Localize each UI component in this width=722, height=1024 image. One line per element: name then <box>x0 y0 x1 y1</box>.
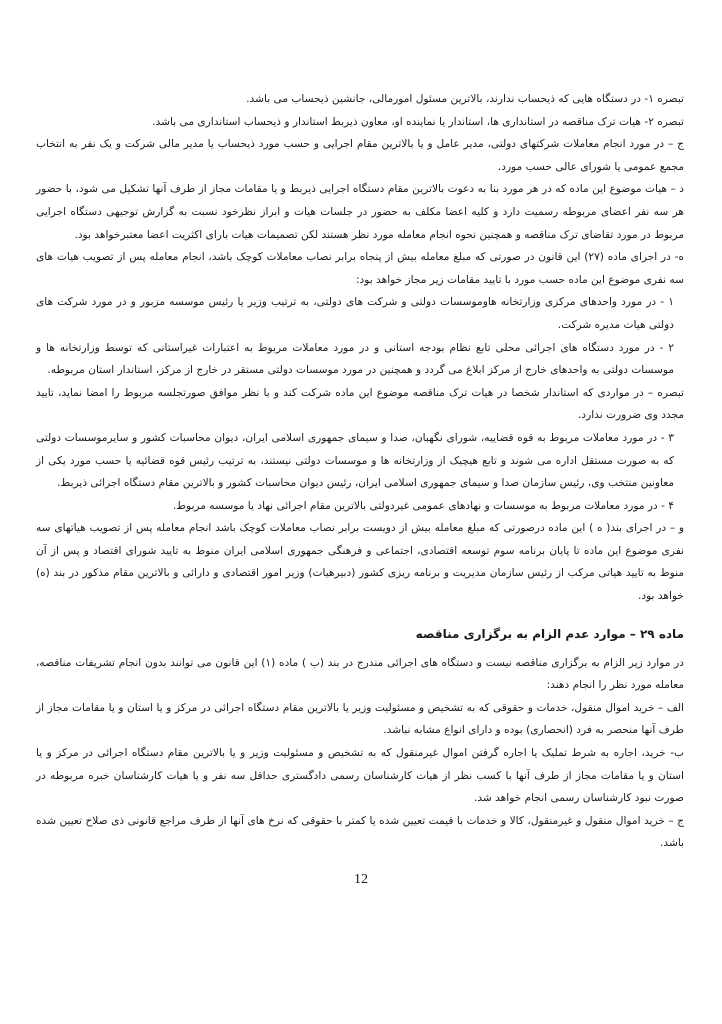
body-text <box>36 88 684 608</box>
clause-j: ج – در مورد انجام معاملات شرکتهای دولتی، مدیر عامل و یا بالاترین مقام اجرایی و حسب مورد ذیحساب یا مدیر مالی شرکت و یک نفر به انتخاب مجمع عمومی یا شورای عالی حسب مورد. <box>36 138 684 173</box>
article-29-heading: ماده ۲۹ – موارد عدم الزام به برگزاری مناقصه <box>415 626 684 641</box>
item-1: ۱ - در مورد واحدهای مرکزی وزارتخانه هاوموسسات دولتی و شرکت های دولتی، به ترتیب وزیر یا رئیس موسسه مزبور و در مورد شرکت های دولتی هیات مدیره شرکت. <box>36 296 674 331</box>
clause-alef: الف – خرید اموال منقول، خدمات و حقوقی که به تشخیص و مسئولیت وزیر یا بالاترین مقام دستگاه اجرائی در مرکز و یا استان و یا مقامات مجاز از طرف آنها منحصر به فرد (انحصاری) بوده و دارای انواع مشابه نباشد. <box>36 701 684 737</box>
article-29-body <box>36 652 684 855</box>
note-governor: تبصره – در مواردی که استاندار شخصا در هیات ترک مناقصه موضوع این ماده شرکت کند و با نظر موافق صورتجلسه مربوط را امضا نماید، تایید مجدد وی ضرورت ندارد. <box>36 386 684 422</box>
clause-be: ب- خرید، اجاره به شرط تملیک یا اجاره گرفتن اموال غیرمنقول که به تشخیص و مسئولیت وزیر و یا بالاترین مقام دستگاه اجرائی در مرکز و یا استان و یا مقامات مجاز از طرف آنها با کسب نظر از هیات کارشناسان رسمی دادگستری حداقل سه نفر و یا هیات کارشناسان خبره مربوطه در صورت نبود کارشناسان رسمی انجام خواهد شد. <box>36 747 684 805</box>
article-29-intro: در موارد زیر الزام به برگزاری مناقصه نیست و دستگاه های اجرائی مندرج در بند (ب ) ماده (۱) این قانون می توانند بدون انجام تشریفات مناقصه، معامله مورد نظر را انجام دهند: <box>36 656 684 692</box>
clause-d: د – هیات موضوع این ماده که در هر مورد بنا به دعوت بالاترین مقام دستگاه اجرایی ذیربط و یا مقامات مجاز از طرف آنها تشکیل می شود، با حضور هر سه نفر اعضای مربوطه رسمیت دارد و کلیه اعضا مکلف به حضور در جلسات هیات و ابراز نظرخود نسبت به گزارش توجیهی دستگاه اجرایی مربوط در مورد تقاضای ترک مناقصه و همچنین نحوه انجام معامله مورد نظر هستند لکن تصمیمات هیات بارای اکثریت اعضا معتبرخواهد بود. <box>36 183 684 241</box>
clause-jim: ج – خرید اموال منقول و غیرمنقول، کالا و خدمات با قیمت تعیین شده یا کمتر با حقوقی که نرخ های آنها از طرف مراجع قانونی ذی صلاح تعیین شده باشد. <box>36 814 684 850</box>
item-3: ۳ - در مورد معاملات مربوط به قوه قضاییه، شورای نگهبان، صدا و سیمای جمهوری اسلامی ایران، دیوان محاسبات کشور و سایرموسسات دولتی که به صورت مستقل اداره می شوند و تابع هیچیک از وزارتخانه ها و موسسات دولتی نیستند، به ترتیب رئیس قوه قضائیه یا حسب مورد یکی از معاونین منتخب وی، رئیس سازمان صدا و سیمای جمهوری اسلامی ایران، رئیس دیوان محاسبات کشور و بالاترین مقام دستگاه اجرائی ذیربط. <box>36 431 674 490</box>
item-2: ۲ - در مورد دستگاه های اجرائی محلی تابع نظام بودجه استانی و در مورد معاملات مربوط به اعتبارات غیراستانی که توسط وزارتخانه ها و موسسات دولتی به واحدهای خارج از مرکز ابلاغ می گردد و همچنین در مورد موسسات دولتی مستقر در خارج از مرکز، استاندار استان مربوطه. <box>36 341 674 377</box>
clause-v: و – در اجرای بند( ه ) این ماده درصورتی که مبلغ معامله بیش از دویست برابر نصاب معاملات کوچک باشد انجام معامله پس از تصویب هیاتهای سه نفری موضوع این ماده تا پایان برنامه سوم توسعه اقتصادی، اجتماعی و فرهنگی جمهوری اسلامی ایران منوط به تایید شورای اقتصاد و پس از آن منوط به تایید هیاتی مرکب از رئیس سازمان مدیریت و برنامه ریزی کشور (دبیرهیات) وزیر امور اقتصادی و دارائی و بالاترین مقام مذکور در بند (ه) خواهد بود. <box>36 522 684 603</box>
item-4: ۴ - در مورد معاملات مربوط به موسسات و نهادهای عمومی غیردولتی بالاترین مقام اجرائی نهاد یا موسسه مربوط. <box>172 499 674 512</box>
clause-h: ه- در اجرای ماده (۲۷) این قانون در صورتی که مبلغ معامله بیش از پنجاه برابر نصاب معاملات کوچک باشد، انجام معامله پس از تصویب هیات های سه نفری موضوع این ماده حسب مورد با تایید مقامات زیر مجاز خواهد بود: <box>36 251 684 286</box>
note-1: تبصره ۱- در دستگاه هایی که ذیحساب ندارند، بالاترین مسئول امورمالی، جانشین ذیحساب می باشد. <box>246 93 684 105</box>
page-number: 12 <box>354 872 368 887</box>
note-2: تبصره ۲- هیات ترک مناقصه در استانداری ها، استاندار یا نماینده او، معاون ذیربط استاندار و ذیحساب استانداری می باشد. <box>152 115 684 128</box>
